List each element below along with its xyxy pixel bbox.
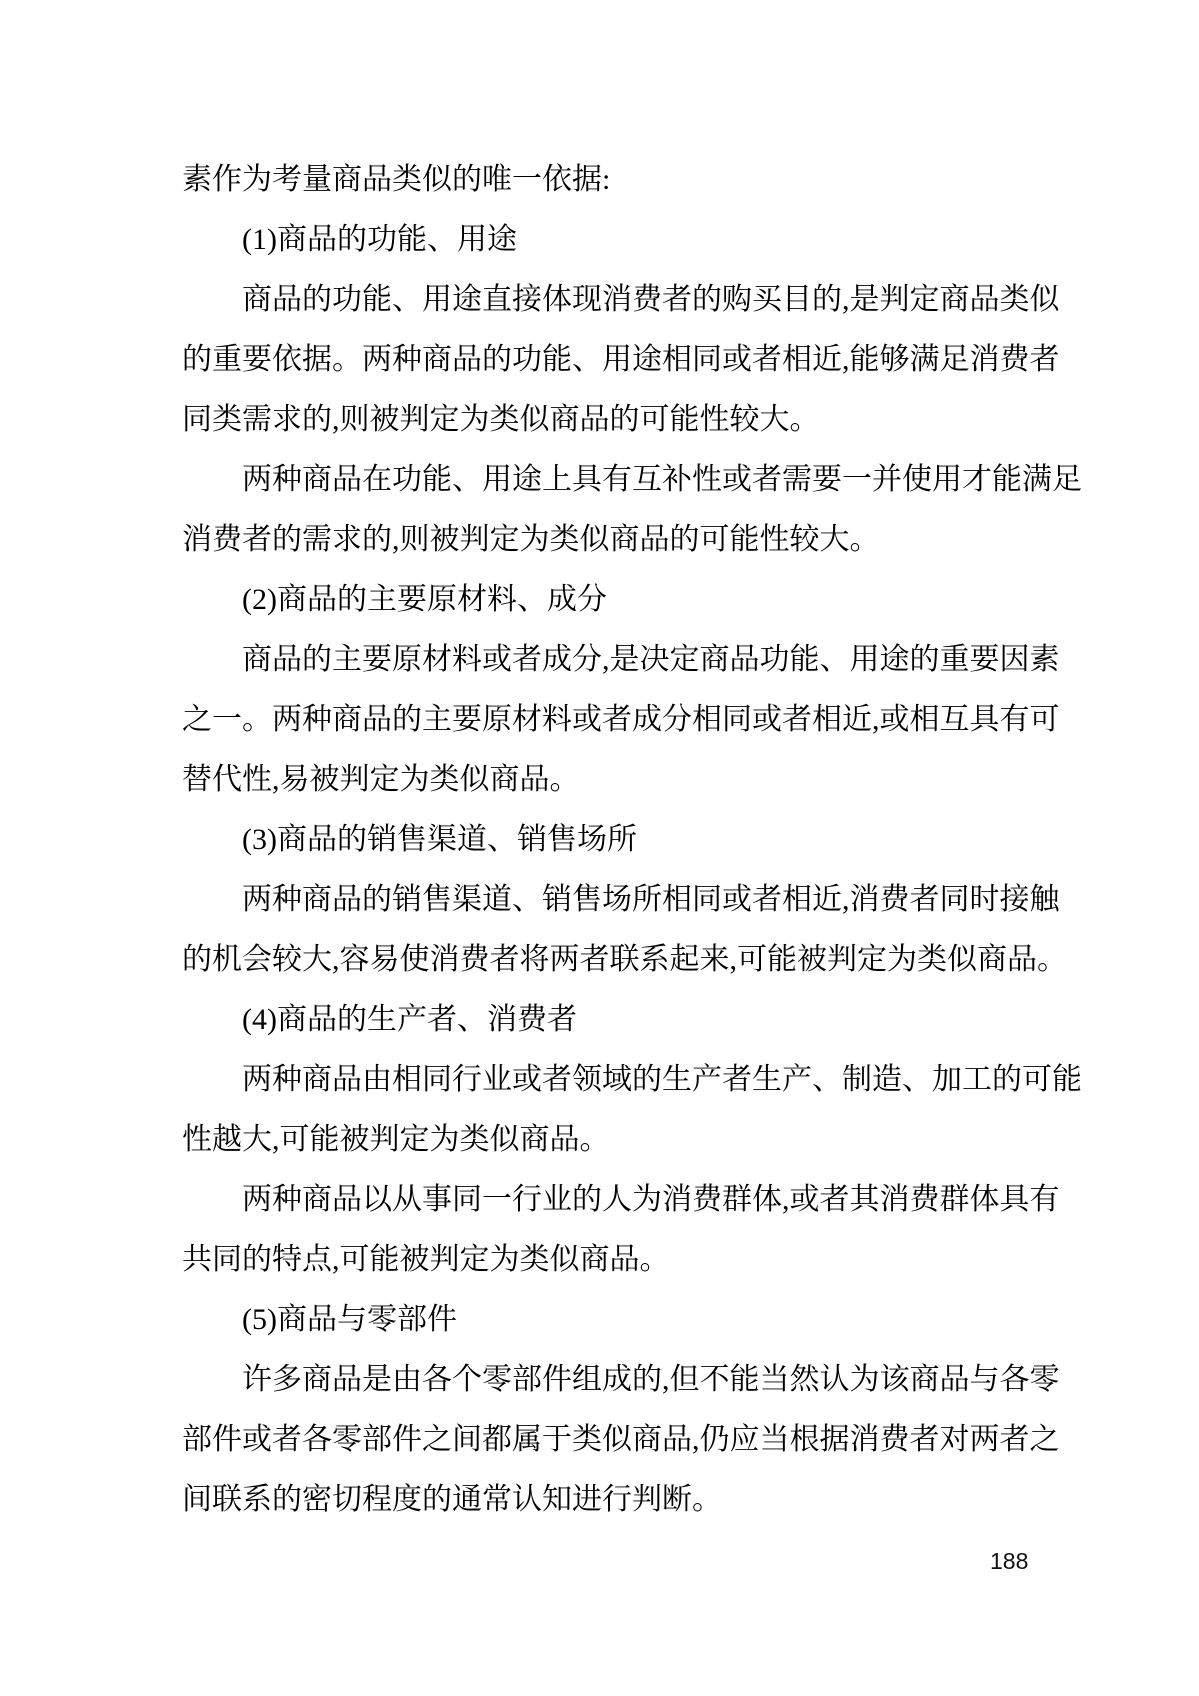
paragraph bbox=[182, 870, 1067, 990]
paragraph-heading-2 bbox=[182, 570, 1022, 630]
text-line: 间联系的密切程度的通常认知进行判断。 bbox=[182, 1483, 722, 1516]
paragraph bbox=[182, 450, 1082, 570]
text-line: 之一。两种商品的主要原材料或者成分相同或者相近,或相互具有可 bbox=[182, 703, 1060, 736]
paragraph bbox=[182, 1170, 1060, 1290]
paragraph-heading-4 bbox=[182, 990, 1022, 1050]
list-heading: (2)商品的主要原材料、成分 bbox=[242, 583, 607, 616]
text-line: 消费者的需求的,则被判定为类似商品的可能性较大。 bbox=[182, 523, 880, 556]
paragraph bbox=[182, 1050, 1082, 1170]
paragraph-heading-5 bbox=[182, 1290, 1022, 1350]
text-line: 性越大,可能被判定为类似商品。 bbox=[182, 1123, 610, 1156]
text-line: 同类需求的,则被判定为类似商品的可能性较大。 bbox=[182, 403, 820, 436]
text-line: 许多商品是由各个零部件组成的,但不能当然认为该商品与各零 bbox=[242, 1363, 1060, 1396]
paragraph bbox=[182, 1350, 1060, 1530]
text-line: 两种商品的销售渠道、销售场所相同或者相近,消费者同时接触 bbox=[242, 883, 1060, 916]
text-line: 的重要依据。两种商品的功能、用途相同或者相近,能够满足消费者 bbox=[182, 343, 1060, 376]
text-line: 替代性,易被判定为类似商品。 bbox=[182, 763, 580, 796]
list-heading: (3)商品的销售渠道、销售场所 bbox=[242, 823, 637, 856]
list-heading: (1)商品的功能、用途 bbox=[242, 223, 517, 256]
text-line: 素作为考量商品类似的唯一依据: bbox=[182, 163, 611, 196]
paragraph-heading-1 bbox=[182, 210, 1022, 270]
paragraph bbox=[182, 630, 1060, 810]
list-heading: (5)商品与零部件 bbox=[242, 1303, 457, 1336]
list-heading: (4)商品的生产者、消费者 bbox=[242, 1003, 577, 1036]
text-line: 两种商品以从事同一行业的人为消费群体,或者其消费群体具有 bbox=[242, 1183, 1060, 1216]
text-line: 商品的主要原材料或者成分,是决定商品功能、用途的重要因素 bbox=[242, 643, 1060, 676]
text-line: 的机会较大,容易使消费者将两者联系起来,可能被判定为类似商品。 bbox=[182, 943, 1067, 976]
text-line: 两种商品在功能、用途上具有互补性或者需要一并使用才能满足 bbox=[242, 463, 1082, 496]
paragraph bbox=[182, 150, 1022, 210]
text-line: 部件或者各零部件之间都属于类似商品,仍应当根据消费者对两者之 bbox=[182, 1423, 1060, 1456]
text-line: 共同的特点,可能被判定为类似商品。 bbox=[182, 1243, 670, 1276]
paragraph bbox=[182, 270, 1060, 450]
paragraph-heading-3 bbox=[182, 810, 1022, 870]
page-number: 188 bbox=[990, 1548, 1029, 1574]
text-line: 商品的功能、用途直接体现消费者的购买目的,是判定商品类似 bbox=[242, 283, 1060, 316]
text-line: 两种商品由相同行业或者领域的生产者生产、制造、加工的可能 bbox=[242, 1063, 1082, 1096]
text-block bbox=[182, 150, 1082, 1530]
